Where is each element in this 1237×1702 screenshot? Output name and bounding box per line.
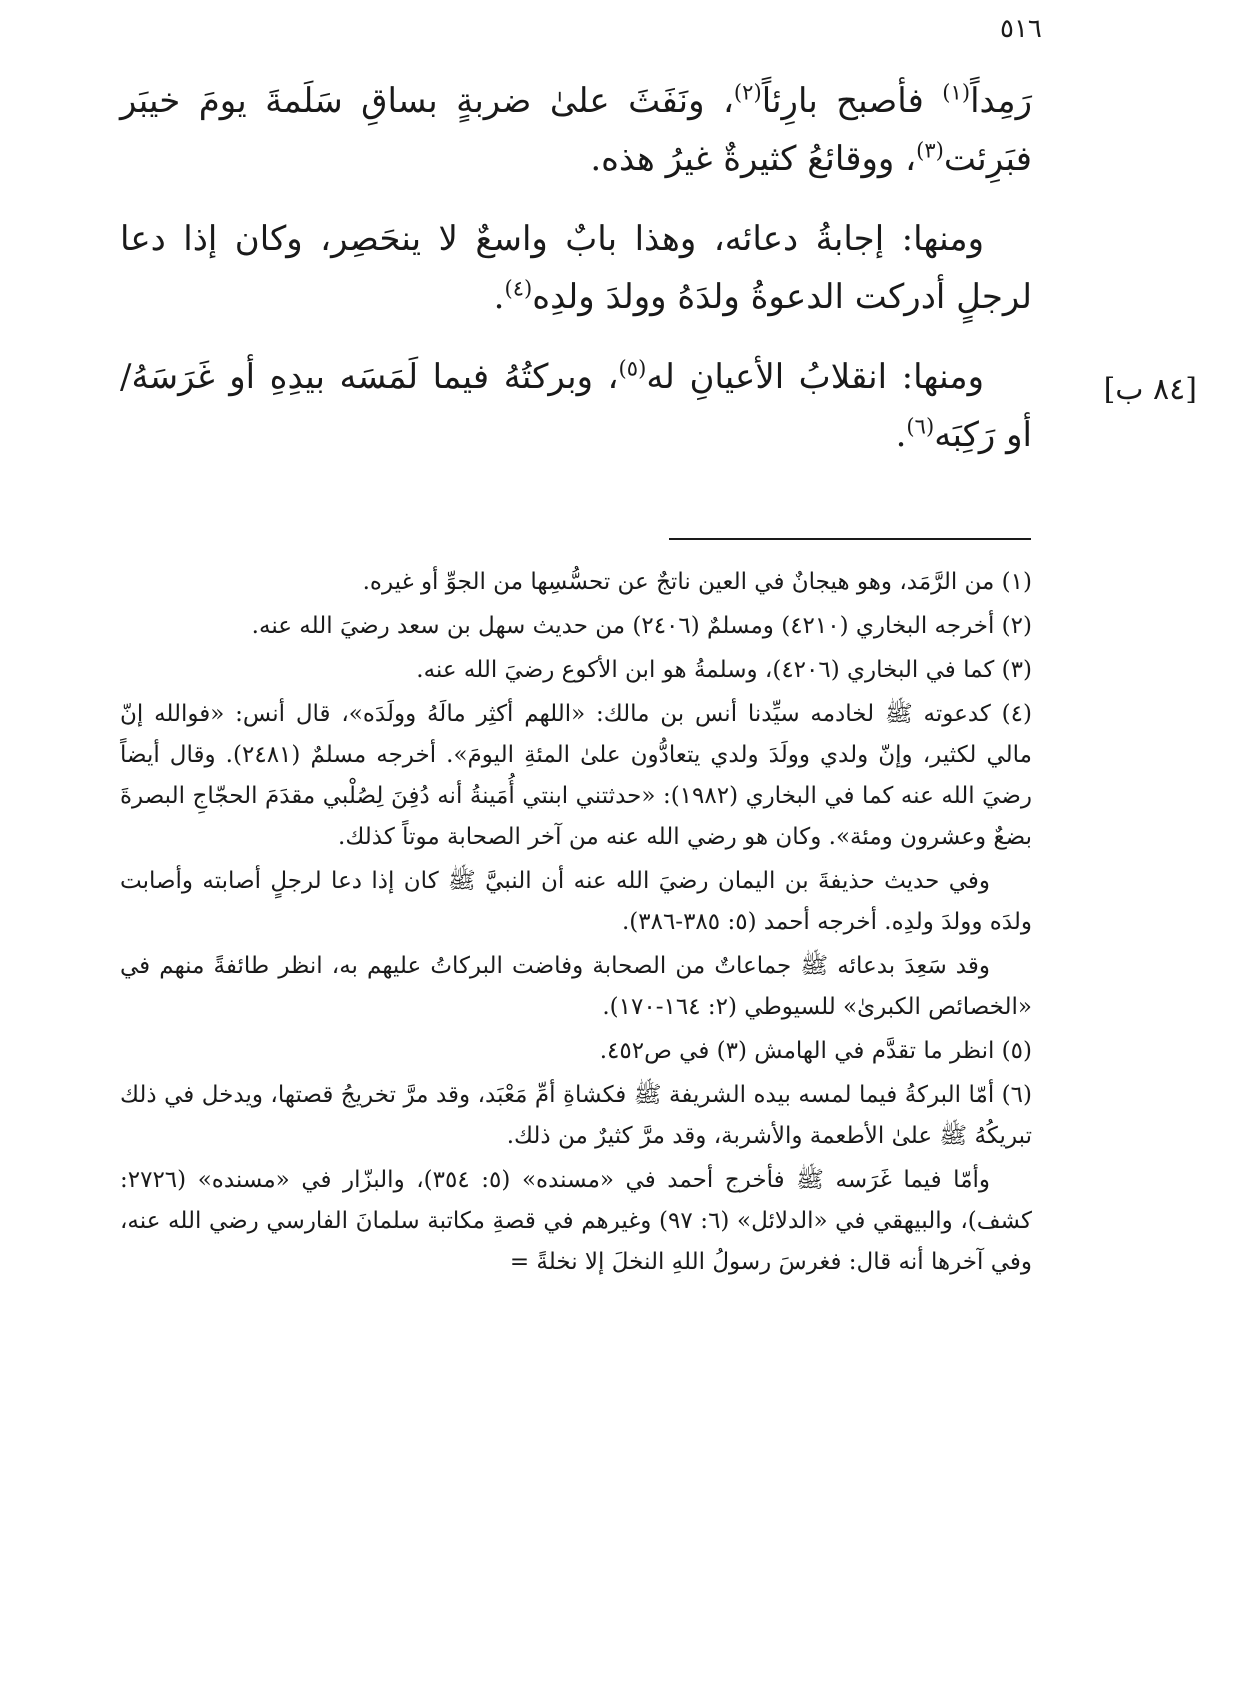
text-run: . — [493, 277, 505, 317]
text-run: . — [895, 415, 907, 455]
footnote-4-continuation: وفي حديث حذيفةَ بن اليمان رضيَ الله عنه أن النبيَّ ﷺ كان إذا دعا لرجلٍ أصابته وأصابت ولدَه وولدَ ولدِه. أخرجه أحمد (٥: ٣٨٥-٣٨٦). — [120, 868, 1032, 935]
footnote-6-continuation: وأمّا فيما غَرَسه ﷺ فأخرج أحمد في «مسنده» (٥: ٣٥٤)، والبزّار في «مسنده» (٢٧٢٦: كشف)، والبيهقي في «الدلائل» (٦: ٩٧) وغيرهم في قصةِ مكاتبة سلمانَ الفارسي رضي الله عنه، وفي آخرها أنه قال: فغرسَ رسولُ اللهِ النخلَ إلا نخلةً = — [120, 1167, 1032, 1275]
text-run: ، ووقائعُ كثيرةٌ غيرُ هذه. — [590, 139, 917, 179]
footnote-4-continuation: وقد سَعِدَ بدعائه ﷺ جماعاتٌ من الصحابة وفاضت البركاتُ عليهم به، انظر طائفةً منهم في «الخصائص الكبرىٰ» للسيوطي (٢: ١٦٤-١٧٠). — [120, 953, 1032, 1020]
main-paragraph-3 — [120, 348, 1032, 464]
footnote-marker: (٥) — [618, 355, 647, 381]
text-run: ومنها: انقلابُ الأعيانِ له — [646, 357, 984, 397]
footnote-marker: (٢) — [733, 79, 762, 105]
footnote-4: (٤) كدعوته ﷺ لخادمه سيِّدنا أنس بن مالك: «اللهم أكثِر مالَهُ وولَدَه»، قال أنس: «فوالله إنّ مالي لكثير، وإنّ ولدي وولَدَ ولدي يتعادُّون علىٰ المئةِ اليومَ». أخرجه مسلمٌ (٢٤٨١). وقال أيضاً رضيَ الله عنه كما في البخاري (١٩٨٢): «حدثتني ابنتي أُمَينةُ أنه دُفِنَ لِصُلْبي مقدَمَ الحجّاجِ البصرةَ بضعٌ وعشرون ومئة». وكان هو رضي الله عنه من آخر الصحابة موتاً كذلك. — [120, 701, 1032, 850]
footnote-separator — [669, 538, 1031, 540]
main-text — [120, 72, 1032, 486]
footnotes — [120, 562, 1032, 1286]
footnote-6: (٦) أمّا البركةُ فيما لمسه بيده الشريفة ﷺ فكشاةِ أمِّ مَعْبَد، وقد مرَّ تخريجُ قصتها، ويدخل في ذلك تبريكُهُ ﷺ علىٰ الأطعمة والأشربة، وقد مرَّ كثيرٌ من ذلك. — [120, 1082, 1032, 1149]
text-run: فأصبح بارِئاً — [761, 81, 943, 121]
footnote-marker: (٣) — [916, 137, 944, 163]
text-run: ومنها: إجابةُ دعائه، وهذا بابٌ واسعٌ لا ينحَصِر، وكان إذا دعا لرجلٍ أدركت الدعوةُ ولدَهُ وولدَ ولدِه — [120, 219, 1032, 317]
margin-folio-reference: [٨٤ ب] — [1103, 372, 1197, 407]
main-paragraph-1 — [120, 72, 1032, 188]
footnote-1: (١) من الرَّمَد، وهو هيجانٌ في العين ناتجٌ عن تحسُّسِها من الجوِّ أو غيره. — [362, 569, 1032, 595]
footnote-marker: (٤) — [504, 275, 533, 301]
footnote-3: (٣) كما في البخاري (٤٢٠٦)، وسلمةُ هو ابن الأكوع رضيَ الله عنه. — [416, 657, 1032, 683]
footnote-5: (٥) انظر ما تقدَّم في الهامش (٣) في ص٤٥٢. — [599, 1038, 1032, 1064]
footnote-2: (٢) أخرجه البخاري (٤٢١٠) ومسلمٌ (٢٤٠٦) من حديث سهل بن سعد رضيَ الله عنه. — [251, 613, 1032, 639]
text-run: ، ونَفَثَ علىٰ ضربةٍ بساقِ سَلَمةَ يومَ خيبَر فبَرِئت — [120, 81, 1032, 179]
text-run: رَمِداً — [970, 81, 1032, 121]
footnote-marker: (١) — [942, 79, 971, 105]
text-run: ، وبركتُهُ فيما لَمَسَه بيدِهِ أو غَرَسَهُ/ أو رَكِبَه — [120, 357, 1032, 455]
main-paragraph-2 — [120, 210, 1032, 326]
page-number: ٥١٦ — [1000, 14, 1042, 44]
footnote-marker: (٦) — [906, 413, 935, 439]
